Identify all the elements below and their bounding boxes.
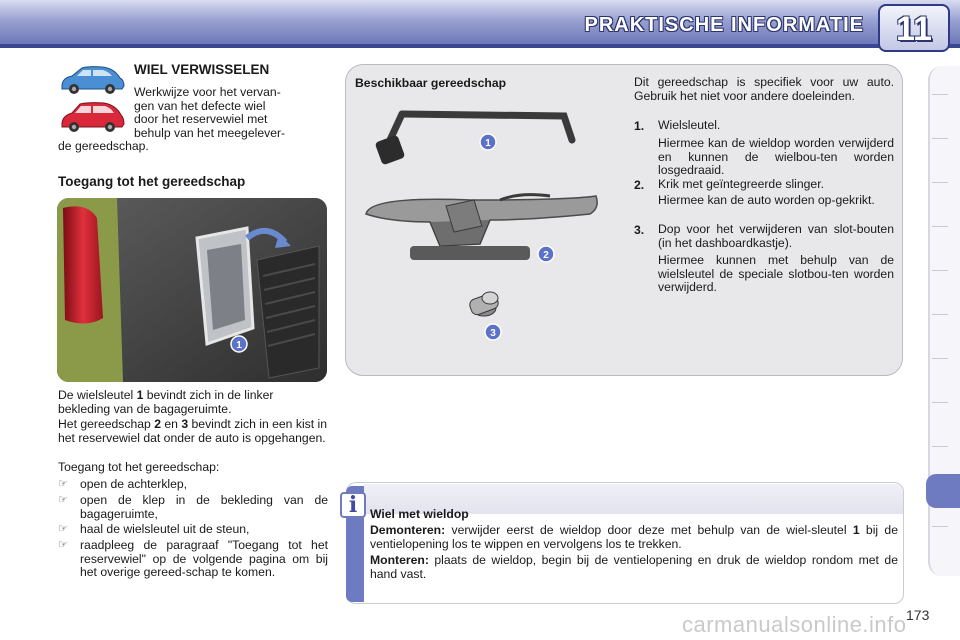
callout-1-label: 1 bbox=[485, 138, 491, 149]
info-icon: i bbox=[340, 492, 366, 518]
red-car-icon bbox=[58, 100, 126, 134]
header-rule bbox=[0, 44, 960, 48]
pointing-hand-icon: ☞ bbox=[58, 523, 68, 535]
intro-text bbox=[134, 86, 326, 140]
tab-divider bbox=[932, 314, 948, 315]
text-span-bold: 2 bbox=[154, 417, 161, 431]
text-span: verwijder eerst de wieldop door deze met behulp van de wiel-sleutel bbox=[445, 523, 853, 537]
paragraph-wheel-brace bbox=[58, 389, 328, 416]
intro-tail: de gereedschap. bbox=[58, 139, 149, 153]
tab-divider bbox=[932, 182, 948, 183]
trunk-trim-photo bbox=[57, 198, 327, 382]
intro-line: door het reservewiel met bbox=[134, 112, 268, 127]
page-title: PRAKTISCHE INFORMATIE bbox=[584, 14, 864, 36]
blue-car-icon bbox=[58, 64, 126, 96]
text-span: en bbox=[161, 417, 182, 431]
tab-divider bbox=[932, 94, 948, 95]
tools-illustration bbox=[350, 96, 622, 356]
tab-divider bbox=[932, 270, 948, 271]
chapter-number: 11 bbox=[896, 10, 932, 48]
text-span-bold: 1 bbox=[136, 388, 144, 402]
intro-line: gen van het defecte wiel bbox=[134, 98, 266, 113]
bullet-text: haal de wielsleutel uit de steun, bbox=[80, 522, 250, 536]
jack-icon bbox=[366, 195, 597, 260]
tools-heading: Beschikbaar gereedschap bbox=[355, 76, 507, 90]
text-span-bold: Demonteren: bbox=[370, 523, 446, 537]
callout-2-label: 2 bbox=[543, 250, 549, 261]
text-span-bold: Monteren: bbox=[370, 553, 429, 567]
chapter-badge bbox=[878, 4, 950, 52]
bullet-text: raadpleeg de paragraaf "Toegang tot het reservewiel" op de volgende pagina om bij het overige gereed-schap te komen. bbox=[80, 538, 328, 580]
paragraph-tool-box bbox=[58, 418, 328, 445]
tool-number: 3. bbox=[634, 223, 645, 237]
watermark: carmanualsonline.info bbox=[682, 612, 907, 637]
text-span: De wielsleutel bbox=[58, 388, 137, 402]
page-number: 173 bbox=[906, 607, 930, 623]
text-span-bold: 1 bbox=[852, 523, 860, 537]
paragraph-access: Toegang tot het gereedschap: bbox=[58, 460, 220, 474]
text-span: bij de ventielopening los te wippen en vervolgens los te trekken. bbox=[370, 523, 898, 551]
tool-detail: Hiermee kan de wieldop worden verwijderd en kunnen de wielbou-ten worden losgedraaid. bbox=[658, 136, 894, 178]
tool-detail: Hiermee kan de auto worden op-gekrikt. bbox=[658, 193, 875, 207]
page-header bbox=[0, 0, 960, 54]
tool-name: Wielsleutel. bbox=[658, 118, 721, 132]
section-title: WIEL VERWISSELEN bbox=[134, 62, 270, 77]
tab-divider bbox=[932, 138, 948, 139]
info-title: Wiel met wieldop bbox=[370, 507, 469, 521]
tools-intro: Dit gereedschap is specifiek voor uw auto. Gebruik het niet voor andere doeleinden. bbox=[634, 75, 894, 103]
tool-number: 1. bbox=[634, 119, 645, 133]
tab-divider bbox=[932, 402, 948, 403]
bullet-text: open de klep in de bekleding van de bagageruimte, bbox=[80, 493, 328, 521]
tool-detail: Hiermee kunnen met behulp van de wielsleutel de speciale slotbou-ten worden verwijderd. bbox=[658, 253, 894, 295]
intro-line: Werkwijze voor het vervan- bbox=[134, 85, 281, 99]
tab-divider bbox=[932, 446, 948, 447]
info-remove-text bbox=[370, 524, 898, 551]
tab-divider bbox=[932, 226, 948, 227]
text-span: bevindt zich in de linker bekleding van de bagageruimte. bbox=[58, 388, 274, 416]
lock-bolt-socket-icon bbox=[468, 292, 500, 317]
trunk-trim-illustration bbox=[57, 198, 327, 382]
tab-divider bbox=[932, 526, 948, 527]
subsection-title: Toegang tot het gereedschap bbox=[58, 174, 246, 189]
pointing-hand-icon: ☞ bbox=[58, 494, 68, 506]
wheel-brace-icon bbox=[375, 114, 572, 165]
text-span: Het gereedschap bbox=[58, 417, 155, 431]
bullet-text: open de achterklep, bbox=[80, 477, 188, 491]
text-span-bold: 3 bbox=[181, 417, 189, 431]
text-span: plaats de wieldop, begin bij de ventielopening en druk de wieldop rondom met de hand vast. bbox=[370, 553, 898, 581]
text-span: bevindt zich in een kist in het reservewiel dat onder de auto is opgehangen. bbox=[58, 417, 328, 445]
callout-1-label: 1 bbox=[236, 340, 242, 351]
tool-name: Dop voor het verwijderen van slot-bouten (in het dashboardkastje). bbox=[658, 222, 894, 250]
tool-name: Krik met geïntegreerde slinger. bbox=[658, 177, 824, 191]
info-fit-text bbox=[370, 554, 898, 581]
active-chapter-tab[interactable] bbox=[926, 474, 960, 508]
tool-number: 2. bbox=[634, 178, 645, 192]
tab-divider bbox=[932, 358, 948, 359]
pointing-hand-icon: ☞ bbox=[58, 539, 68, 551]
intro-line: behulp van het meegelever- bbox=[134, 125, 286, 140]
pointing-hand-icon: ☞ bbox=[58, 478, 68, 490]
callout-3-label: 3 bbox=[490, 328, 496, 339]
